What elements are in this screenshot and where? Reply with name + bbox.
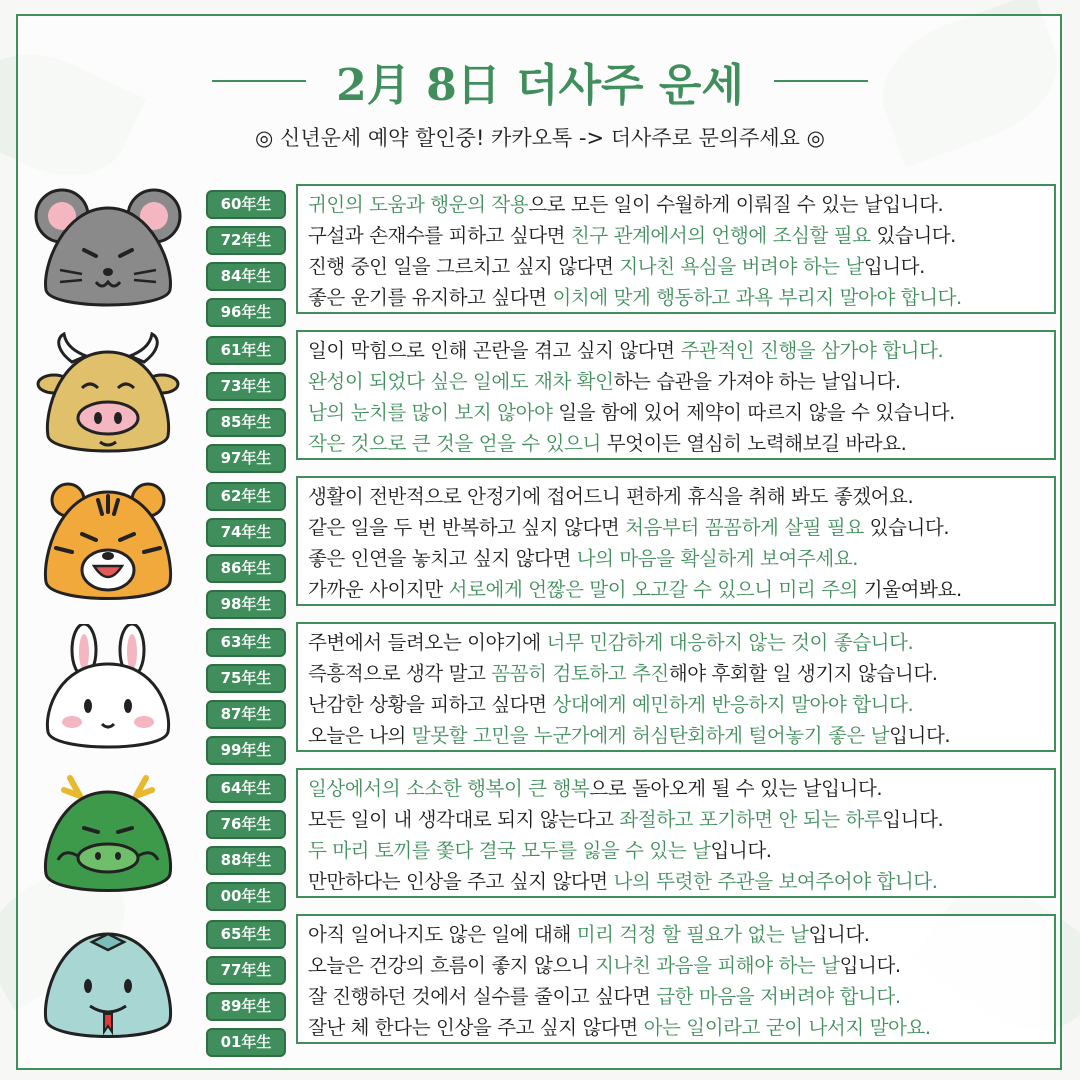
plain-text: 구설과 손재수를 피하고 싶다면: [308, 224, 571, 247]
plain-text: 좋은 운기를 유지하고 싶다면: [308, 286, 553, 309]
highlighted-text: 좌절하고 포기하면 안 되는 하루: [619, 808, 883, 831]
birth-year-badge: 76年生: [206, 810, 286, 839]
plain-text: 입니다.: [710, 839, 772, 862]
plain-text: 난감한 상황을 피하고 싶다면: [308, 693, 553, 716]
highlighted-text: 지나친 욕심을 버려야 하는 날: [619, 255, 864, 278]
highlighted-text: 남의 눈치를 많이 보지 않아야: [308, 401, 553, 424]
zodiac-group-rabbit: [32, 622, 1062, 759]
highlighted-text: 말못할 고민을 누군가에게 허심탄회하게 털어놓기 좋은 날: [411, 724, 890, 747]
zodiac-group-rat: [32, 184, 1062, 321]
zodiac-group-snake: [32, 914, 1062, 1051]
fortune-line: [308, 481, 1054, 512]
birth-year-badge: 85年生: [206, 408, 286, 437]
birth-year-badge: 88年生: [206, 846, 286, 875]
plain-text: 입니다.: [863, 255, 925, 278]
plain-text: 해야 후회할 일 생기지 않습니다.: [668, 662, 938, 685]
birth-year-badge: 84年生: [206, 262, 286, 291]
fortune-text-box: [296, 768, 1056, 898]
birth-year-badge: 97年生: [206, 444, 286, 473]
fortune-line: [308, 950, 1054, 981]
plain-text: 생활이 전반적으로 안정기에 접어드니 편하게 휴식을 취해 봐도 좋겠어요.: [308, 485, 914, 508]
birth-year-badge: 62年生: [206, 482, 286, 511]
birth-year-badge: 77年生: [206, 956, 286, 985]
highlighted-text: 나의 뚜렷한 주관을 보여주어야 합니다.: [613, 870, 938, 893]
plain-text: 가까운 사이지만: [308, 578, 449, 601]
plain-text: 입니다.: [889, 724, 951, 747]
highlighted-text: 나의 마음을 확실하게 보여주세요.: [576, 547, 858, 570]
highlighted-text: 처음부터 꼼꼼하게 살필 필요: [625, 516, 864, 539]
dragon-icon: [32, 770, 200, 900]
birth-year-badge: 99年生: [206, 736, 286, 765]
plain-text: 입니다.: [882, 808, 944, 831]
fortune-text-box: [296, 184, 1056, 314]
page-title: 2月 8日 더사주 운세: [336, 60, 744, 111]
birth-year-badge: 01年生: [206, 1028, 286, 1057]
fortune-line: [308, 627, 1054, 658]
highlighted-text: 귀인의 도움과 행운의 작용: [308, 193, 529, 216]
fortune-line: [308, 773, 1054, 804]
zodiac-group-dragon: [32, 768, 1062, 905]
birth-year-badge: 89年生: [206, 992, 286, 1021]
fortune-line: [308, 428, 1054, 459]
fortune-line: [308, 981, 1054, 1012]
plain-text: 만만하다는 인상을 주고 싶지 않다면: [308, 870, 614, 893]
rabbit-icon: [32, 624, 200, 754]
fortune-line: [308, 835, 1054, 866]
birth-year-badge: 86年生: [206, 554, 286, 583]
highlighted-text: 너무 민감하게 대응하지 않는 것이 좋습니다.: [546, 631, 914, 654]
rat-icon: [32, 186, 200, 316]
plain-text: 있습니다.: [870, 224, 956, 247]
plain-text: 입니다.: [839, 954, 901, 977]
title-divider-right: [774, 80, 868, 82]
highlighted-text: 미리 걱정 할 필요가 없는 날: [576, 923, 809, 946]
plain-text: 같은 일을 두 번 반복하고 싶지 않다면: [308, 516, 626, 539]
plain-text: 좋은 인연을 놓치고 싶지 않다면: [308, 547, 577, 570]
plain-text: 으로 모든 일이 수월하게 이뤄질 수 있는 날입니다.: [528, 193, 944, 216]
fortune-line: [308, 804, 1054, 835]
plain-text: 무엇이든 열심히 노력해보길 바라요.: [600, 432, 907, 455]
plain-text: 오늘은 건강의 흐름이 좋지 않으니: [308, 954, 596, 977]
highlighted-text: 아는 일이라고 굳이 나서지 말아요.: [643, 1016, 931, 1039]
tiger-icon: [32, 478, 200, 608]
highlighted-text: 상대에게 예민하게 반응하지 말아야 합니다.: [552, 693, 914, 716]
highlighted-text: 꼼꼼히 검토하고 추진: [491, 662, 669, 685]
fortune-line: [308, 251, 1054, 282]
highlighted-text: 작은 것으로 큰 것을 얻을 수 있으니: [308, 432, 601, 455]
fortune-line: [308, 866, 1054, 897]
plain-text: 오늘은 나의: [308, 724, 412, 747]
highlighted-text: 서로에게 언짢은 말이 오고갈 수 있으니 미리 주의: [448, 578, 858, 601]
fortune-line: [308, 720, 1054, 751]
fortune-line: [308, 1012, 1054, 1043]
birth-year-badge: 98年生: [206, 590, 286, 619]
plain-text: 모든 일이 내 생각대로 되지 않는다고: [308, 808, 620, 831]
fortune-text-box: [296, 330, 1056, 460]
fortune-text-box: [296, 476, 1056, 606]
plain-text: 일을 함에 있어 제약이 따르지 않을 수 있습니다.: [552, 401, 955, 424]
birth-year-badge: 65年生: [206, 920, 286, 949]
fortune-line: [308, 397, 1054, 428]
highlighted-text: 완성이 되었다 싶은 일에도 재차 확인: [308, 370, 614, 393]
fortune-text-box: [296, 914, 1056, 1044]
promo-subtitle: ◎ 신년운세 예약 할인중! 카카오톡 -> 더사주로 문의주세요 ◎: [255, 126, 825, 150]
highlighted-text: 지나친 과음을 피해야 하는 날: [595, 954, 840, 977]
birth-year-badge: 74年生: [206, 518, 286, 547]
fortune-line: [308, 282, 1054, 313]
birth-year-badge: 63年生: [206, 628, 286, 657]
zodiac-group-tiger: [32, 476, 1062, 613]
birth-year-badge: 61年生: [206, 336, 286, 365]
fortune-text-box: [296, 622, 1056, 752]
plain-text: 주변에서 들려오는 이야기에: [308, 631, 547, 654]
plain-text: 진행 중인 일을 그르치고 싶지 않다면: [308, 255, 620, 278]
highlighted-text: 주관적인 진행을 삼가야 합니다.: [680, 339, 944, 362]
plain-text: 으로 돌아오게 될 수 있는 날입니다.: [589, 777, 883, 800]
birth-year-badge: 64年生: [206, 774, 286, 803]
plain-text: 기울여봐요.: [858, 578, 962, 601]
title-divider-left: [212, 80, 306, 82]
ox-icon: [32, 332, 200, 462]
highlighted-text: 친구 관계에서의 언행에 조심할 필요: [570, 224, 871, 247]
plain-text: 하는 습관을 가져야 하는 날입니다.: [613, 370, 901, 393]
fortune-line: [308, 335, 1054, 366]
birth-year-badge: 96年生: [206, 298, 286, 327]
fortune-line: [308, 366, 1054, 397]
plain-text: 아직 일어나지도 않은 일에 대해: [308, 923, 577, 946]
zodiac-group-ox: [32, 330, 1062, 467]
fortune-line: [308, 189, 1054, 220]
fortune-line: [308, 220, 1054, 251]
birth-year-badge: 75年生: [206, 664, 286, 693]
plain-text: 입니다.: [808, 923, 870, 946]
highlighted-text: 일상에서의 소소한 행복이 큰 행복: [308, 777, 590, 800]
fortune-line: [308, 512, 1054, 543]
fortune-line: [308, 574, 1054, 605]
highlighted-text: 이치에 맞게 행동하고 과욕 부리지 말아야 합니다.: [552, 286, 962, 309]
fortune-line: [308, 919, 1054, 950]
plain-text: 있습니다.: [863, 516, 950, 539]
fortune-line: [308, 689, 1054, 720]
birth-year-badge: 60年生: [206, 190, 286, 219]
birth-year-badge: 87年生: [206, 700, 286, 729]
fortune-line: [308, 543, 1054, 574]
highlighted-text: 급한 마음을 저버려야 합니다.: [656, 985, 901, 1008]
fortune-line: [308, 658, 1054, 689]
birth-year-badge: 73年生: [206, 372, 286, 401]
highlighted-text: 두 마리 토끼를 쫓다 결국 모두를 잃을 수 있는 날: [308, 839, 711, 862]
birth-year-badge: 72年生: [206, 226, 286, 255]
title-row: [0, 52, 1080, 110]
plain-text: 잘난 체 한다는 인상을 주고 싶지 않다면: [308, 1016, 644, 1039]
snake-icon: [32, 916, 200, 1046]
plain-text: 즉흥적으로 생각 말고: [308, 662, 492, 685]
plain-text: 잘 진행하던 것에서 실수를 줄이고 싶다면: [308, 985, 657, 1008]
birth-year-badge: 00年生: [206, 882, 286, 911]
plain-text: 일이 막힘으로 인해 곤란을 겪고 싶지 않다면: [308, 339, 681, 362]
